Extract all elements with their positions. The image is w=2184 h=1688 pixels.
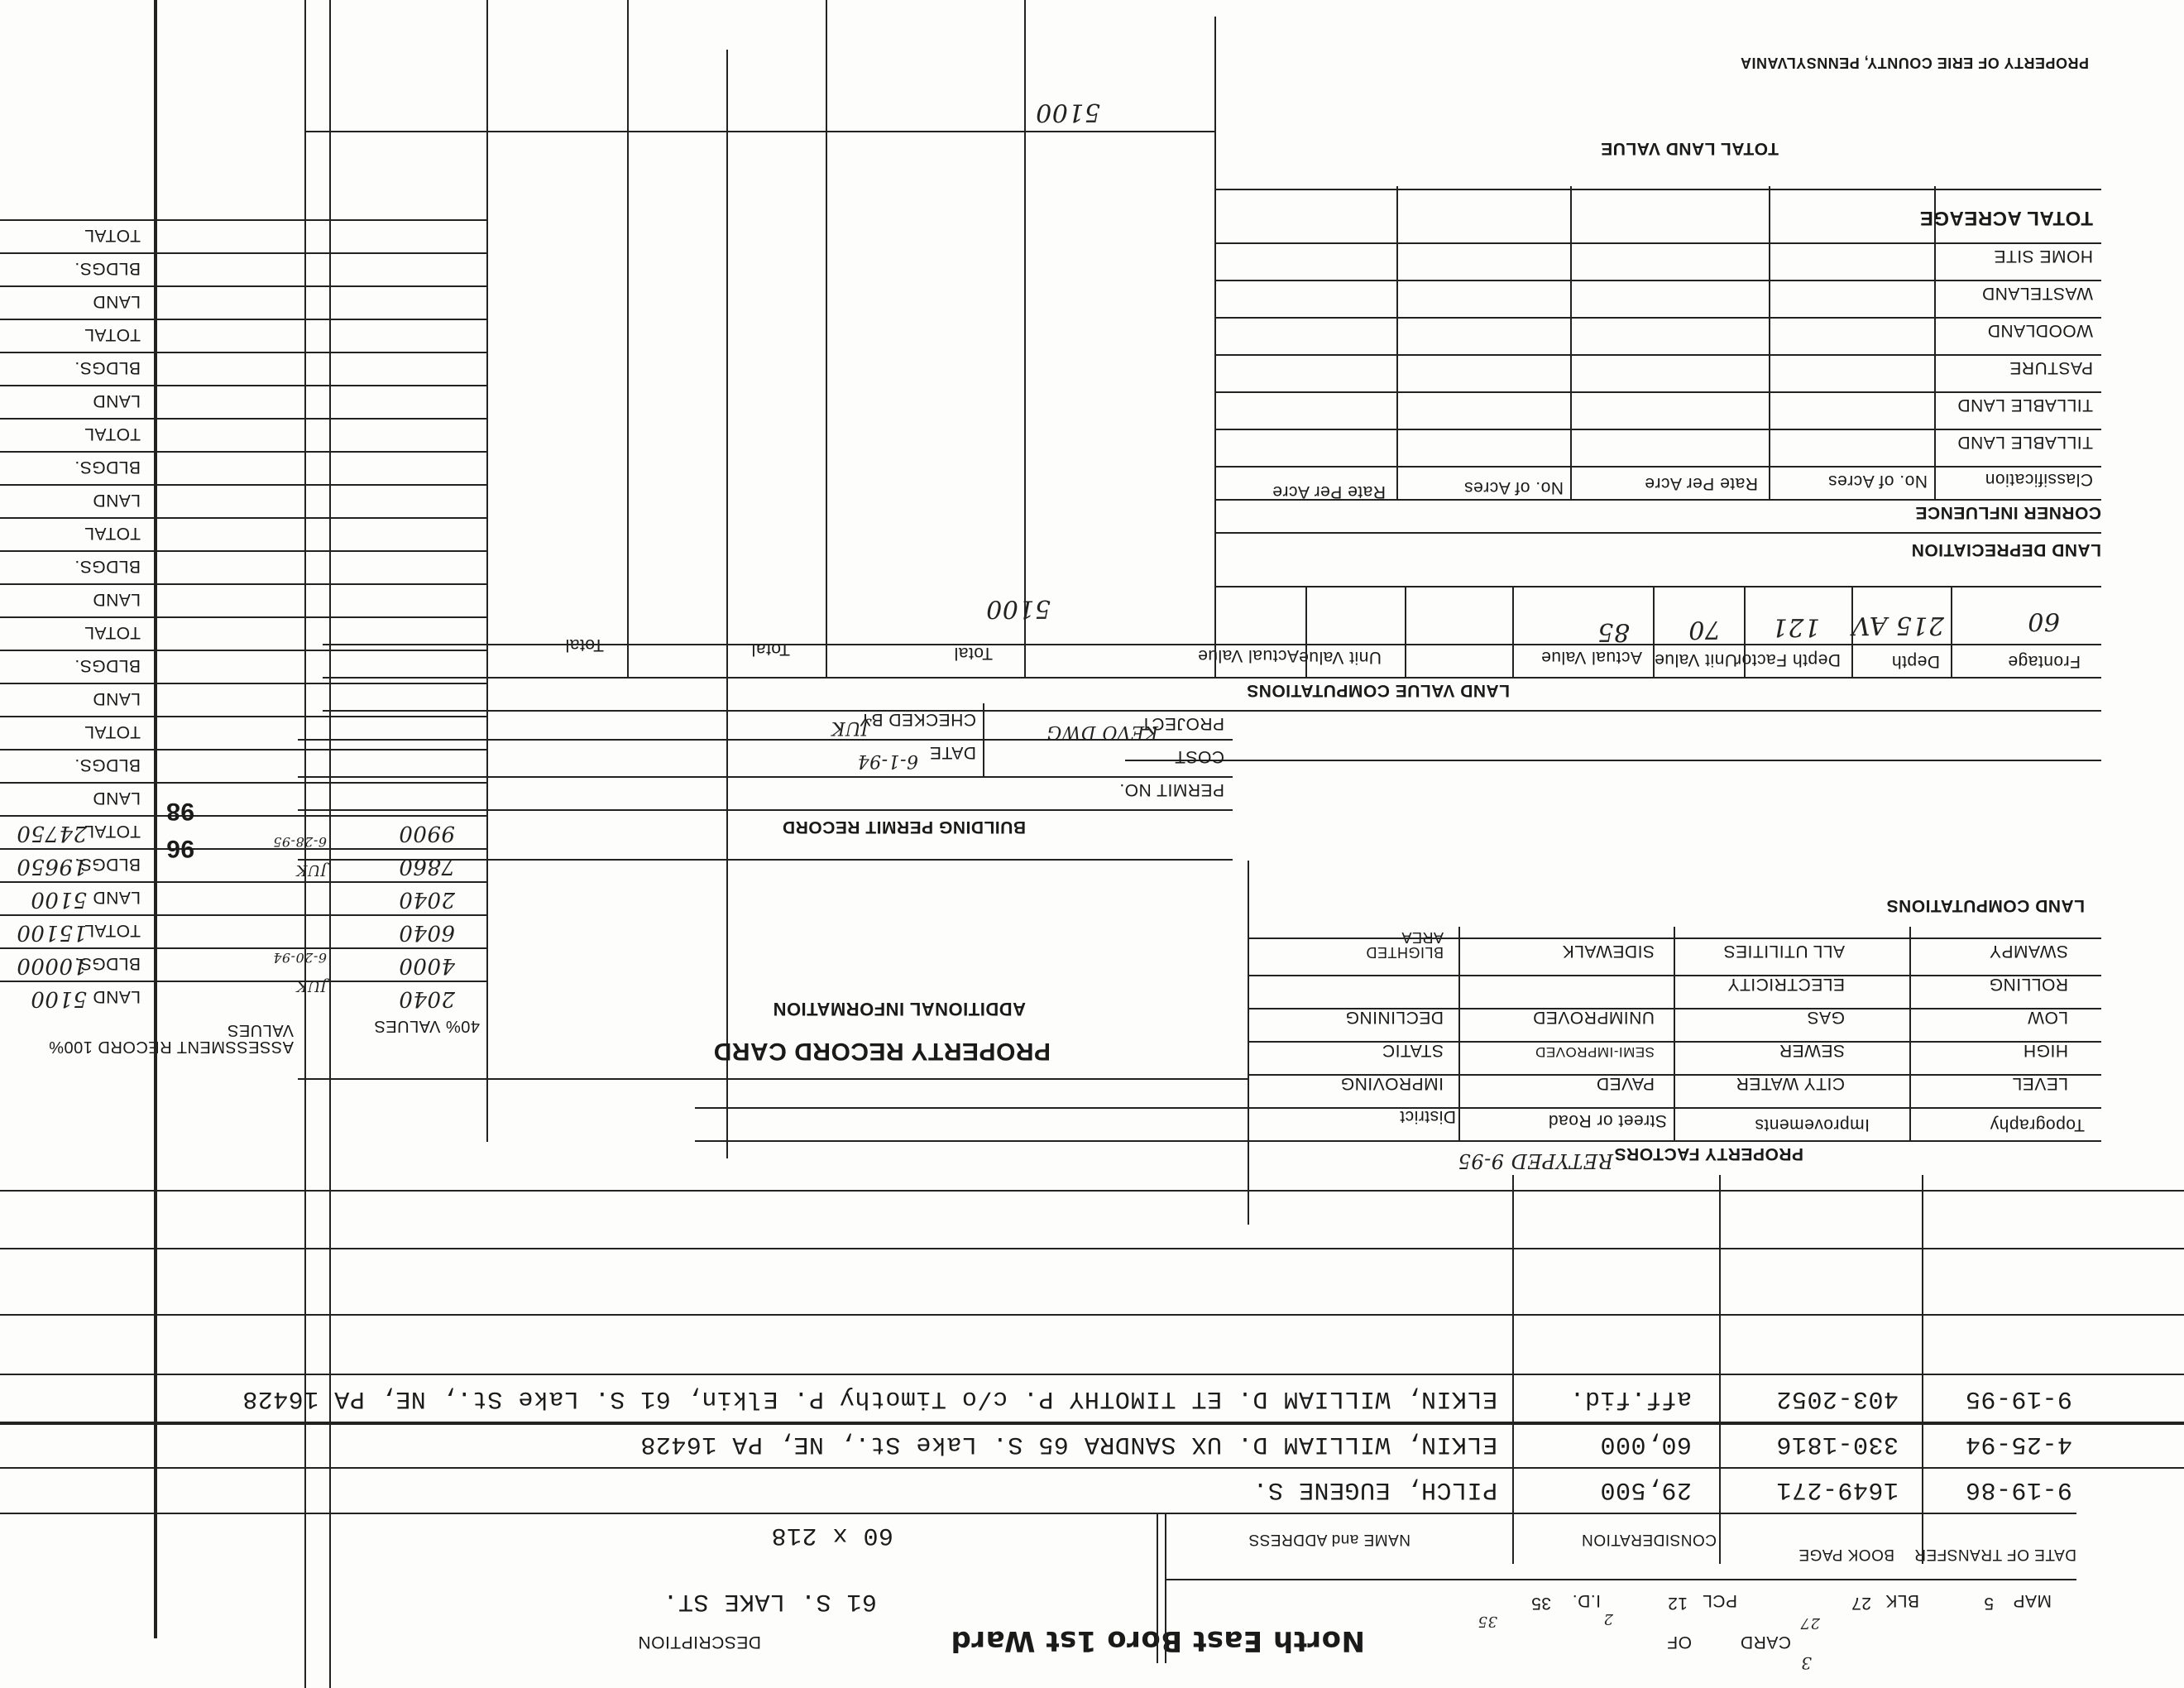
topo-low: LOW [2027, 1008, 2068, 1027]
lvc-col-rule [826, 0, 827, 679]
total-land-value-amount: 5100 [1035, 98, 1100, 127]
assessment-value-40: 9900 [398, 821, 455, 846]
impr-city-water: CITY WATER [1736, 1074, 1845, 1093]
transfer-date: 9-19-86 [1965, 1475, 2072, 1503]
pcl-label: PCL [1702, 1591, 1737, 1610]
assessment-row-label: LAND [92, 491, 141, 510]
col-improvements: Improvements [1754, 1115, 1870, 1134]
header-divider-2 [1157, 1514, 1158, 1663]
transfer-book: 1649-271 [1775, 1475, 1899, 1503]
municipality-title: North East Boro 1st Ward [951, 1624, 1365, 1657]
acre-col-rule [1396, 186, 1398, 501]
total-land-value-label: TOTAL LAND VALUE [1600, 139, 1779, 158]
assessment-row-label: TOTAL [84, 921, 141, 940]
col-frontage: Frontage [2007, 652, 2081, 671]
lvc-rule [1216, 280, 2101, 281]
lvc-rule [1216, 242, 2101, 244]
acreage-tillable-1: TILLABLE LAND [1956, 433, 2093, 452]
lvc-col-rule [1512, 587, 1514, 679]
assessment-row-rule [0, 418, 488, 420]
blk-value: 27 [1851, 1594, 1871, 1613]
district-declining: DECLINING [1345, 1008, 1444, 1027]
map-label: MAP [2012, 1591, 2052, 1610]
frontage-value: 60 [2027, 607, 2060, 635]
id-label: I.D. [1572, 1591, 1601, 1610]
assessment-row-label: TOTAL [84, 325, 141, 344]
assessment-row-label: LAND [92, 987, 141, 1006]
factors-rule [695, 1107, 2101, 1109]
blk-label: BLK [1885, 1591, 1919, 1610]
transfer-name: ELKIN, WILLIAM D. ET TIMOTHY P. c/o Timothy P. Elkin, 61 S. Lake St., NE, PA 16428 [242, 1384, 1497, 1412]
header-divider [1165, 1514, 1166, 1663]
factors-row-rule [1249, 1008, 2101, 1009]
year-98: 98 [165, 798, 194, 825]
assessment-row-rule [0, 782, 488, 784]
assessment-value-40: 2040 [398, 887, 455, 912]
values-col-rule [154, 0, 157, 1638]
lvc-col-rule [1024, 0, 1026, 679]
record-col-rule [983, 703, 984, 778]
lvc-col-rule [1305, 587, 1307, 679]
impr-electricity: ELECTRICITY [1727, 975, 1845, 994]
assessment-row-label: BLDGS. [74, 954, 141, 973]
assessment-row-rule [0, 319, 488, 320]
col-total-2: Total [751, 640, 790, 659]
acreage-woodland: WOODLAND [1987, 321, 2093, 340]
transfer-consideration: 60,000 [1599, 1430, 1692, 1458]
assessment-row-rule [0, 947, 488, 949]
topo-level: LEVEL [2012, 1074, 2068, 1093]
assessment-row-label: TOTAL [84, 822, 141, 841]
transfer-date: 9-19-95 [1965, 1384, 2072, 1412]
assessment-value-40: 7860 [398, 854, 455, 879]
retyped-note: RETYPED 9-95 [1458, 1149, 1613, 1172]
property-factors-title: PROPERTY FACTORS [1614, 1144, 1803, 1163]
lvc-rule [1216, 317, 2101, 319]
lvc-col-rule [1214, 17, 1216, 679]
transfer-col-rule-1 [1922, 1175, 1923, 1564]
assessment-value-40: 6040 [398, 920, 455, 945]
assessment-row-rule [0, 451, 488, 453]
col-book-page: BOOK PAGE [1798, 1546, 1894, 1563]
transfer-consideration: aff.fid. [1569, 1384, 1692, 1412]
lvc-rule [1216, 466, 2101, 468]
checked-by-label: CHECKED BY [859, 710, 976, 729]
transfer-book: 330-1816 [1775, 1430, 1899, 1458]
section-divider [726, 50, 728, 1158]
no-of-acres-label: No. of Acres [1827, 472, 1928, 491]
county-label: PROPERTY OF ERIE COUNTY, PENNSYLVANIA [1740, 55, 2089, 71]
col-actual-value: Actual Value [1540, 648, 1642, 667]
assessment-row-rule [0, 550, 488, 552]
corner-influence: CORNER INFLUENCE [1914, 503, 2101, 522]
assessment-row-rule [0, 749, 488, 750]
col-name-address: NAME and ADDRESS [1248, 1531, 1410, 1548]
acreage-wasteland: WASTELAND [1981, 284, 2093, 303]
map-value: 5 [1983, 1594, 1994, 1613]
building-permit-title: BUILDING PERMIT RECORD [782, 818, 1026, 837]
land-depreciation: LAND DEPRECIATION [1911, 540, 2101, 559]
lvc-col-rule [627, 0, 629, 679]
total-value: 5100 [985, 594, 1051, 623]
assessment-value-100: 5100 [30, 887, 87, 912]
topo-high: HIGH [2023, 1041, 2068, 1060]
id-note: 35 [1478, 1613, 1497, 1630]
acre-col-rule [1570, 186, 1572, 501]
col-depth-factor: Depth Factor [1735, 650, 1841, 669]
assessment-row-rule [0, 981, 488, 982]
assessment-note-1: JUK [295, 977, 327, 995]
col-topography: Topography [1990, 1115, 2085, 1134]
transfer-row-rule [0, 1422, 2184, 1425]
rate-per-acre-label-2: Rate Per Acre [1272, 482, 1386, 501]
assessment-row-rule [0, 650, 488, 651]
transfer-consideration: 29,500 [1599, 1475, 1692, 1503]
checked-by-value: JUK [831, 717, 869, 738]
factors-row-rule [1249, 1074, 2101, 1076]
col-total-3: Total [565, 635, 604, 655]
lvc-rule [1216, 189, 2101, 190]
rate-per-acre-label: Rate Per Acre [1644, 474, 1758, 493]
street-unimproved: UNIMPROVED [1532, 1008, 1655, 1027]
land-computations-title: LAND COMPUTATIONS [1886, 896, 2085, 915]
acreage-tillable-2: TILLABLE LAND [1956, 396, 2093, 415]
assessment-row-label: TOTAL [84, 424, 141, 444]
col-total-1: Total [954, 644, 993, 663]
assessment-row-rule [0, 881, 488, 883]
assessment-row-label: BLDGS. [74, 656, 141, 675]
transfer-row-rule [0, 1374, 2184, 1375]
assessment-note-3: JUK [295, 861, 327, 879]
lvc-rule [1216, 429, 2101, 430]
classification-label: Classification [1985, 470, 2093, 489]
assessment-value-100: 15100 [16, 920, 87, 945]
lvc-col-rule [1951, 587, 1952, 679]
depth-factor-value: 121 [1771, 612, 1820, 641]
acreage-pasture: PASTURE [2009, 358, 2093, 377]
assessment-row-label: TOTAL [84, 722, 141, 741]
assessment-row-rule [0, 385, 488, 386]
property-record-card-title: PROPERTY RECORD CARD [713, 1038, 1051, 1065]
street-semi-improved: SEMI-IMPROVED [1535, 1044, 1655, 1060]
assessment-row-rule [0, 285, 488, 287]
assessment-row-label: LAND [92, 391, 141, 410]
col-unit-value: Unit Value [1654, 650, 1737, 669]
assessment-row-rule [0, 914, 488, 916]
assessment-row-label: LAND [92, 888, 141, 907]
land-value-computations-title: LAND VALUE COMPUTATIONS [1246, 681, 1510, 700]
transfer-name: PILCH, EUGENE S. [1252, 1475, 1497, 1503]
assessment-value-100: 10000 [16, 953, 87, 978]
total-acreage: TOTAL ACREAGE [1919, 207, 2093, 229]
col-unit-value-2: Unit Value [1298, 648, 1382, 667]
topo-swampy: SWAMPY [1989, 942, 2068, 961]
permit-no-label: PERMIT NO. [1118, 780, 1224, 799]
card-number: 3 [1800, 1653, 1812, 1673]
description-label: DESCRIPTION [637, 1633, 761, 1652]
assessment-row-label: LAND [92, 292, 141, 311]
assessment-row-rule [0, 583, 488, 585]
district-blighted-area: BLIGHTED AREA [1365, 929, 1444, 961]
lvc-rule [1216, 354, 2101, 356]
assessment-row-rule [0, 252, 488, 254]
factors-col-rule [1458, 927, 1460, 1142]
assessment-row-rule [0, 716, 488, 717]
impr-gas: GAS [1807, 1008, 1845, 1027]
assessment-row-label: BLDGS. [74, 855, 141, 874]
lvc-rule [1125, 760, 2101, 761]
assessment-row-label: LAND [92, 789, 141, 808]
card-label: CARD [1740, 1633, 1791, 1652]
year-96: 96 [165, 835, 194, 862]
transfer-row-rule [0, 1190, 2184, 1192]
street-sidewalk: SIDEWALK [1562, 942, 1655, 961]
project-note: KEVO DWG [1046, 722, 1158, 742]
additional-info-title: ADDITIONAL INFORMATION [773, 999, 1026, 1019]
property-address: 61 S. LAKE ST. [662, 1587, 877, 1615]
factors-row-rule [1249, 938, 2101, 939]
col-street: Street or Road [1548, 1111, 1667, 1130]
lvc-rule [1216, 391, 2101, 393]
factors-col-rule [1248, 861, 1249, 1225]
factors-col-rule [1674, 927, 1675, 1142]
assessment-row-label: LAND [92, 689, 141, 708]
transfer-row-rule [0, 1467, 2184, 1469]
factors-row-rule [1249, 975, 2101, 976]
assessment-row-label: BLDGS. [74, 458, 141, 477]
impr-sewer: SEWER [1779, 1041, 1845, 1060]
factors-col-rule [1909, 927, 1911, 1142]
assessment-label: ASSESSMENT RECORD 100% VALUES [48, 1021, 294, 1056]
assessment-row-rule [0, 484, 488, 486]
col-actual-value-2: Actual Value [1197, 646, 1299, 665]
assessment-row-label: BLDGS. [74, 358, 141, 377]
assessment-value-100: 24750 [16, 821, 87, 846]
assessment-row-rule [0, 683, 488, 684]
factors-row-rule [1249, 1041, 2101, 1043]
date-label: DATE [929, 743, 976, 762]
street-paved: PAVED [1596, 1074, 1655, 1093]
lvc-rule [1216, 586, 2101, 587]
no-of-acres-label-2: No. of Acres [1463, 478, 1564, 497]
col-district: District [1399, 1107, 1456, 1126]
transfer-date: 4-25-94 [1965, 1430, 2072, 1458]
lvc-col-rule [1744, 587, 1746, 679]
transfer-book: 403-2052 [1775, 1384, 1899, 1412]
lvc-rule [323, 677, 2101, 679]
assessment-row-label: BLDGS. [74, 755, 141, 774]
topo-rolling: ROLLING [1989, 975, 2068, 994]
transfer-header-top [0, 1513, 2076, 1514]
pcl-note: 2 [1603, 1610, 1613, 1628]
assessment-value-40: 2040 [398, 986, 455, 1011]
acreage-home-site: HOME SITE [1993, 247, 2093, 266]
assessment-value-40: 4000 [398, 953, 455, 978]
lvc-col-rule [1653, 587, 1655, 679]
record-rule [298, 776, 1233, 778]
transfer-row-rule [0, 1314, 2184, 1316]
col-date-of-transfer: DATE OF TRANSFER [1913, 1546, 2076, 1563]
values-col-rule [486, 0, 488, 1142]
assessment-value-100: 5100 [30, 986, 87, 1011]
acre-col-rule [1934, 186, 1936, 501]
lvc-rule [323, 710, 2101, 712]
assessment-row-label: TOTAL [84, 623, 141, 642]
project-label: PROJECT [1140, 714, 1224, 733]
id-value: 35 [1530, 1594, 1551, 1613]
assessment-row-rule [0, 219, 488, 221]
property-dimensions: 60 x 218 [770, 1521, 893, 1549]
assessment-note-2: 6-20-94 [272, 950, 327, 966]
assessment-row-label: TOTAL [84, 226, 141, 245]
unit-value-value: 70 [1688, 615, 1721, 644]
depth-value: 215 AV [1851, 611, 1944, 640]
of-label: OF [1666, 1633, 1692, 1652]
district-improving: IMPROVING [1340, 1074, 1444, 1093]
lvc-rule [1216, 532, 2101, 534]
assessment-row-rule [0, 616, 488, 618]
assessment-row-label: BLDGS. [74, 259, 141, 278]
lvc-rule [306, 131, 1216, 132]
acre-col-rule [1769, 186, 1770, 501]
assessment-row-label: BLDGS. [74, 557, 141, 576]
col-consideration: CONSIDERATION [1581, 1531, 1717, 1548]
header-rule [1166, 1579, 2076, 1580]
assessment-row-label: LAND [92, 590, 141, 609]
assessment-row-rule [0, 848, 488, 850]
lvc-rule [323, 644, 2101, 645]
district-static: STATIC [1382, 1041, 1444, 1060]
transfer-row-rule [0, 1248, 2184, 1249]
factors-rule [695, 1140, 2101, 1142]
record-rule [298, 1078, 1249, 1080]
lvc-col-rule [1405, 587, 1406, 679]
actual-value-value: 85 [1597, 617, 1630, 646]
assessment-row-rule [0, 815, 488, 817]
assessment-note-4: 6-28-95 [272, 834, 327, 850]
transfer-name: ELKIN, WILLIAM D. UX SANDRA 65 S. Lake St., NE, PA 16428 [639, 1430, 1497, 1458]
col-depth: Depth [1891, 652, 1940, 671]
transfer-col-rule-3 [1512, 1175, 1514, 1564]
record-rule [298, 809, 1233, 811]
blk-note: 27 [1800, 1614, 1820, 1632]
pct40-label: 40% VALUES [373, 1017, 480, 1035]
assessment-value-100: 19650 [16, 854, 87, 879]
impr-all-utilities: ALL UTILITIES [1723, 942, 1845, 961]
assessment-row-rule [0, 517, 488, 519]
date-value: 6-1-94 [857, 750, 918, 771]
assessment-row-rule [0, 352, 488, 353]
assessment-row-label: TOTAL [84, 524, 141, 543]
pcl-value: 12 [1667, 1594, 1688, 1613]
cost-label: COST [1174, 747, 1224, 766]
transfer-col-rule-2 [1719, 1175, 1721, 1564]
